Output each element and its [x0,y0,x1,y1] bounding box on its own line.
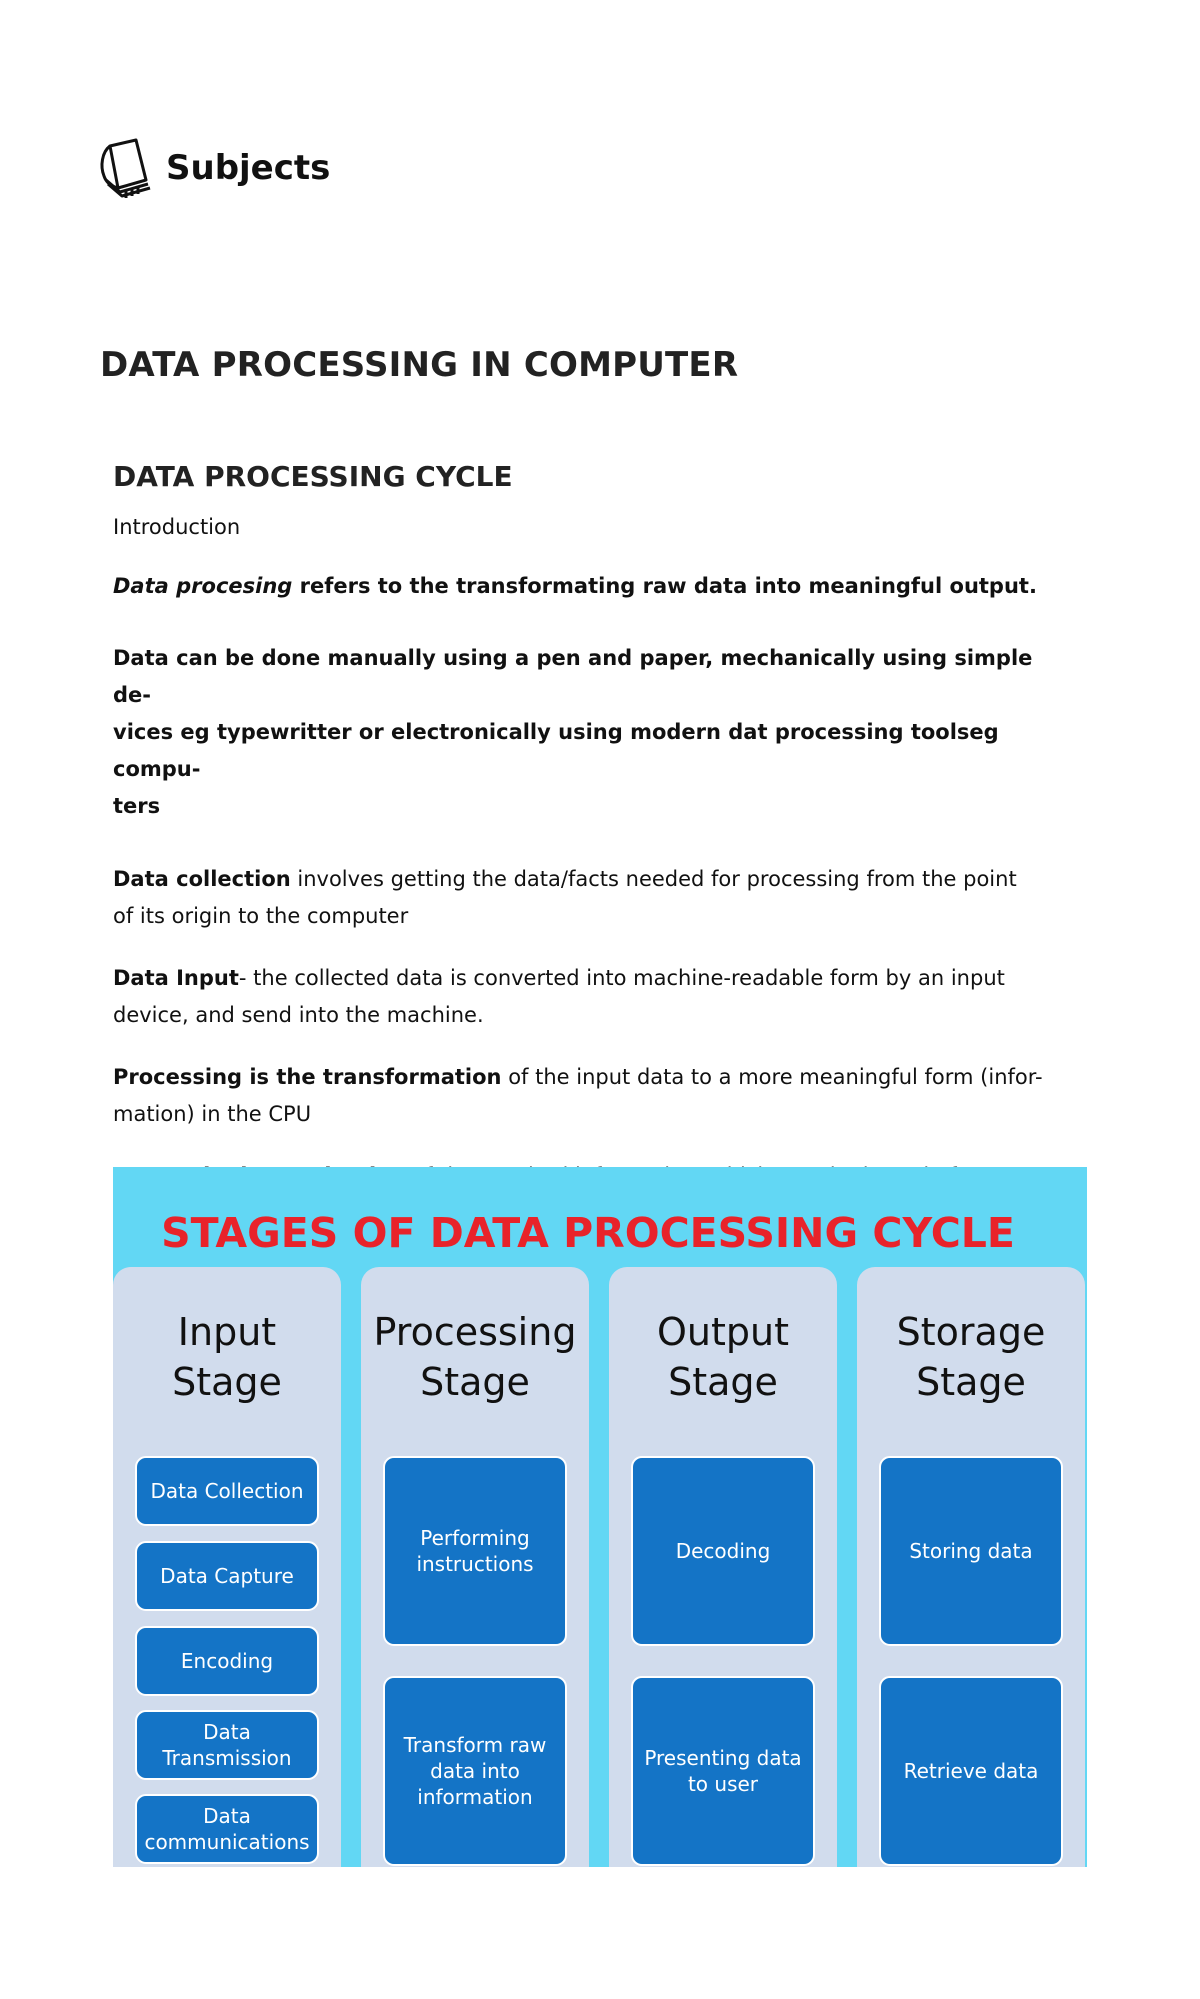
brand [96,136,330,200]
figure-title: STAGES OF DATA PROCESSING CYCLE [161,1209,1015,1257]
methods-line-2: vices eg typewritter or electronically using modern dat processing toolseg compu- [113,720,999,781]
section-title: DATA PROCESSING CYCLE [113,460,513,493]
processing-line-1: of the input data to a more meaningful form (infor- [501,1065,1043,1089]
methods-line-3: ters [113,794,161,818]
stage-step-box [632,1677,814,1865]
collection-paragraph [113,861,1063,935]
collection-term: Data collection [113,867,291,891]
input-term: Data Input [113,966,239,990]
stage-step-label: information [417,1785,533,1809]
stage-title-line: Stage [172,1360,282,1404]
books-icon [96,136,156,200]
stage-title-line: Storage [896,1310,1046,1354]
processing-term: Processing is the transformation [113,1065,502,1089]
stage-title-line: Stage [420,1360,530,1404]
stage-title-line: Processing [373,1310,577,1354]
input-line-1: - the collected data is converted into machine-readable form by an input [238,966,1005,990]
stage-step-label: data into [430,1759,520,1783]
stage-step-label: Decoding [675,1539,771,1563]
stage-step-label: communications [144,1830,310,1854]
collection-line-1: involves getting the data/facts needed for processing from the point [290,867,1017,891]
intro-label: Introduction [113,515,241,539]
stage-step-label: Performing [420,1526,530,1550]
input-line-2: device, and send into the machine. [113,1003,484,1027]
collection-line-2: of its origin to the computer [113,904,409,928]
processing-paragraph [113,1059,1063,1133]
methods-line-1: Data can be done manually using a pen and paper, mechanically using simple de- [113,646,1033,707]
stage-step-label: Data [203,1720,251,1744]
methods-paragraph [113,640,1063,825]
stage-step-label: Data Collection [150,1479,304,1503]
stage-step-label: Transmission [162,1746,292,1770]
stage-step-label: Retrieve data [903,1759,1039,1783]
definition-paragraph [113,568,1063,605]
stage-title-line: Stage [668,1360,778,1404]
stage-step-box [384,1457,566,1645]
stage-step-label: instructions [416,1552,534,1576]
stages-diagram [113,1167,1087,1867]
brand-label: Subjects [166,148,331,188]
stage-step-label: Storing data [909,1539,1033,1563]
stage-step-label: Transform raw [403,1733,547,1757]
stage-step-label: Presenting data [644,1746,802,1770]
stage-title-line: Output [657,1310,789,1354]
stage-step-label: to user [687,1772,759,1796]
definition-term: Data procesing [113,574,293,598]
input-paragraph [113,960,1063,1034]
processing-line-2: mation) in the CPU [113,1102,312,1126]
stages-figure [113,1167,1087,1867]
definition-text: refers to the transformating raw data into meaningful output. [292,574,1037,598]
stage-step-label: Encoding [180,1649,274,1673]
document-body [113,460,1063,1195]
stage-step-label: Data [203,1804,251,1828]
stage-title-line: Input [177,1310,277,1354]
document-title: DATA PROCESSING IN COMPUTER [100,345,739,385]
stage-step-label: Data Capture [160,1564,294,1588]
stage-title-line: Stage [916,1360,1026,1404]
